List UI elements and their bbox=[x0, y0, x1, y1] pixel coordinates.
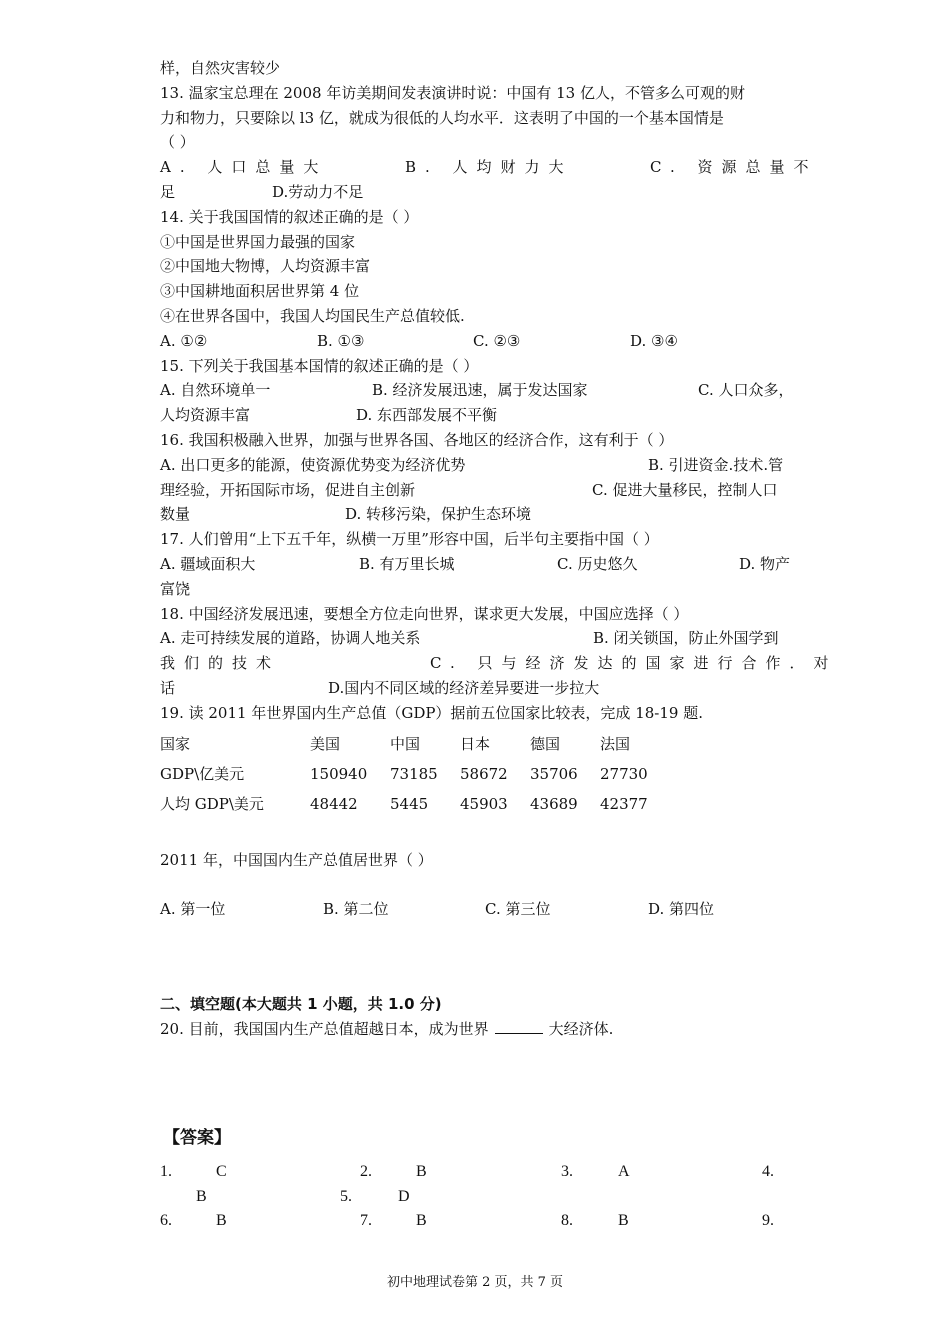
answer-number: 1. bbox=[160, 1162, 172, 1180]
q16-option-b-tail: 理经验，开拓国际市场，促进自主创新 bbox=[160, 480, 416, 499]
answer-number: 2. bbox=[360, 1162, 372, 1180]
table-cell: 27730 bbox=[600, 764, 648, 783]
q13-option-a: A. 人口总量大 bbox=[160, 158, 328, 177]
q15-option-a: A. 自然环境单一 bbox=[160, 381, 271, 400]
q13-options-row bbox=[160, 155, 818, 180]
q14-option-c: C. ②③ bbox=[473, 331, 521, 350]
q15-option-c-tail: 人均资源丰富 bbox=[160, 406, 251, 425]
q17-option-d: D. 物产 bbox=[739, 554, 791, 573]
q14-stem: 14. 关于我国国情的叙述正确的是（ ） bbox=[160, 207, 419, 226]
table-cell: GDP\亿美元 bbox=[160, 764, 245, 783]
q15-option-c: C. 人口众多， bbox=[698, 381, 794, 400]
q13-option-c-tail: 足 bbox=[160, 182, 176, 201]
q17-stem: 17. 人们曾用“上下五千年，纵横一万里”形容中国，后半句主要指中国（ ） bbox=[160, 530, 659, 549]
answer-row bbox=[160, 1185, 792, 1210]
q14-item-3: ③中国耕地面积居世界第 4 位 bbox=[160, 282, 360, 301]
answer-number: 9. bbox=[762, 1212, 774, 1230]
q13-stem-1: 13. 温家宝总理在 2008 年访美期间发表演讲时说：中国有 13 亿人，不管多么可观的财 bbox=[160, 83, 745, 102]
q13-option-c: C. 资源总量不 bbox=[650, 158, 818, 177]
q17-option-d-tail: 富饶 bbox=[160, 579, 191, 598]
table-header-cell: 法国 bbox=[600, 734, 631, 753]
answer-number: 5. bbox=[340, 1187, 352, 1205]
answer-number: 4. bbox=[762, 1162, 774, 1180]
q18-option-c: C. 只与经济发达的国家进行合作．对 bbox=[430, 654, 838, 673]
q18-options-row bbox=[160, 626, 792, 651]
gdp-table bbox=[160, 729, 792, 819]
q13-stem-3: （ ） bbox=[160, 133, 195, 152]
q18-option-c-tail: 话 bbox=[160, 678, 176, 697]
q15-option-b: B. 经济发展迅速，属于发达国家 bbox=[372, 381, 588, 400]
table-cell: 45903 bbox=[460, 794, 508, 813]
answer-number: 6. bbox=[160, 1212, 172, 1230]
answer-row bbox=[160, 1209, 792, 1234]
table-header-cell: 德国 bbox=[530, 734, 561, 753]
q18-options-row-3 bbox=[160, 676, 792, 701]
q16-options-row-3 bbox=[160, 502, 792, 527]
q14-options-row bbox=[160, 329, 792, 354]
table-cell: 5445 bbox=[390, 794, 429, 813]
q19-option-d: D. 第四位 bbox=[648, 900, 715, 919]
q15-option-d: D. 东西部发展不平衡 bbox=[356, 406, 498, 425]
table-header-cell: 中国 bbox=[390, 734, 421, 753]
answer-heading: 【答案】 bbox=[163, 1127, 231, 1148]
q18-option-a: A. 走可持续发展的道路，协调人地关系 bbox=[160, 629, 421, 648]
q17-option-c: C. 历史悠久 bbox=[557, 554, 638, 573]
table-cell: 73185 bbox=[390, 764, 438, 783]
q15-options-row bbox=[160, 378, 792, 403]
table-header-cell: 国家 bbox=[160, 734, 191, 753]
q16-options-row-2 bbox=[160, 478, 792, 503]
q18-option-b-tail: 我们的技术 bbox=[160, 654, 281, 673]
answer-number: 7. bbox=[360, 1212, 372, 1230]
section-heading: 二、填空题(本大题共 1 小题，共 1.0 分) bbox=[160, 995, 442, 1014]
answer-row bbox=[160, 1160, 792, 1185]
q15-options-row-2 bbox=[160, 403, 792, 428]
q17-option-b: B. 有万里长城 bbox=[359, 554, 455, 573]
table-cell: 42377 bbox=[600, 794, 648, 813]
q13-options-row-2 bbox=[160, 180, 792, 205]
table-cell: 48442 bbox=[310, 794, 358, 813]
q19-option-a: A. 第一位 bbox=[160, 900, 226, 919]
q19-stem: 19. 读 2011 年世界国内生产总值（GDP）据前五位国家比较表，完成 18-19 题. bbox=[160, 703, 703, 722]
table-row bbox=[160, 759, 792, 789]
q17-options-row bbox=[160, 552, 792, 577]
q16-option-b: B. 引进资金.技术.管 bbox=[648, 455, 784, 474]
q15-stem: 15. 下列关于我国基本国情的叙述正确的是（ ） bbox=[160, 356, 479, 375]
spacer bbox=[160, 922, 792, 992]
q14-item-1: ①中国是世界国力最强的国家 bbox=[160, 232, 356, 251]
q18-stem: 18. 中国经济发展迅速，要想全方位走向世界，谋求更大发展，中国应选择（ ） bbox=[160, 604, 689, 623]
table-cell: 43689 bbox=[530, 794, 578, 813]
q13-option-d: D.劳动力不足 bbox=[272, 182, 364, 201]
q19-options-row bbox=[160, 897, 792, 922]
q14-option-b: B. ①③ bbox=[317, 331, 365, 350]
answer-number: 8. bbox=[561, 1212, 573, 1230]
answer-value: B bbox=[416, 1212, 427, 1230]
q18-options-row-2 bbox=[160, 651, 838, 676]
q16-options-row bbox=[160, 453, 792, 478]
table-header-cell: 日本 bbox=[460, 734, 491, 753]
q16-option-d: D. 转移污染，保护生态环境 bbox=[345, 505, 532, 524]
q19-question: 2011 年，中国国内生产总值居世界（ ） bbox=[160, 850, 433, 869]
q14-option-a: A. ①② bbox=[160, 331, 208, 350]
q19-option-c: C. 第三位 bbox=[485, 900, 551, 919]
table-header-row bbox=[160, 729, 792, 759]
q16-option-c-tail: 数量 bbox=[160, 505, 191, 524]
page-footer: 初中地理试卷第 2 页，共 7 页 bbox=[386, 1275, 564, 1290]
q16-option-a: A. 出口更多的能源，使资源优势变为经济优势 bbox=[160, 455, 466, 474]
q20-line bbox=[160, 1017, 792, 1042]
table-cell: 人均 GDP\美元 bbox=[160, 794, 264, 813]
spacer bbox=[160, 823, 792, 848]
table-header-cell: 美国 bbox=[310, 734, 341, 753]
q14-item-2: ②中国地大物博，人均资源丰富 bbox=[160, 257, 371, 276]
q18-option-d: D.国内不同区域的经济差异要进一步拉大 bbox=[328, 678, 600, 697]
answer-value: B bbox=[196, 1187, 207, 1205]
table-row bbox=[160, 789, 792, 819]
q20-text-before: 20. 目前，我国国内生产总值超越日本，成为世界 bbox=[160, 1019, 489, 1038]
table-cell: 150940 bbox=[310, 764, 368, 783]
q20-text-after: 大经济体. bbox=[548, 1019, 614, 1038]
answer-number: 3. bbox=[561, 1162, 573, 1180]
q18-option-b: B. 闭关锁国，防止外国学到 bbox=[593, 629, 779, 648]
q12-tail: 样，自然灾害较少 bbox=[160, 59, 281, 77]
exam-page bbox=[160, 56, 838, 1234]
table-cell: 58672 bbox=[460, 764, 508, 783]
answer-value: A bbox=[618, 1162, 630, 1180]
q14-item-4: ④在世界各国中，我国人均国民生产总值较低. bbox=[160, 306, 465, 325]
q16-stem: 16. 我国积极融入世界，加强与世界各国、各地区的经济合作，这有利于（ ） bbox=[160, 430, 674, 449]
answer-value: B bbox=[416, 1162, 427, 1180]
q20-answer-blank[interactable] bbox=[495, 1019, 543, 1034]
answer-value: B bbox=[618, 1212, 629, 1230]
q14-option-d: D. ③④ bbox=[630, 331, 678, 350]
q16-option-c: C. 促进大量移民，控制人口 bbox=[592, 480, 778, 499]
answer-value: C bbox=[216, 1162, 227, 1180]
q13-stem-2: 力和物力，只要除以 l3 亿，就成为很低的人均水平．这表明了中国的一个基本国情是 bbox=[160, 108, 724, 127]
spacer bbox=[160, 872, 792, 897]
spacer bbox=[160, 1042, 792, 1124]
q17-option-a: A. 疆域面积大 bbox=[160, 554, 256, 573]
answer-value: B bbox=[216, 1212, 227, 1230]
q19-option-b: B. 第二位 bbox=[323, 900, 389, 919]
table-cell: 35706 bbox=[530, 764, 578, 783]
answer-value: D bbox=[398, 1187, 410, 1205]
q13-option-b: B. 人均财力大 bbox=[405, 158, 573, 177]
